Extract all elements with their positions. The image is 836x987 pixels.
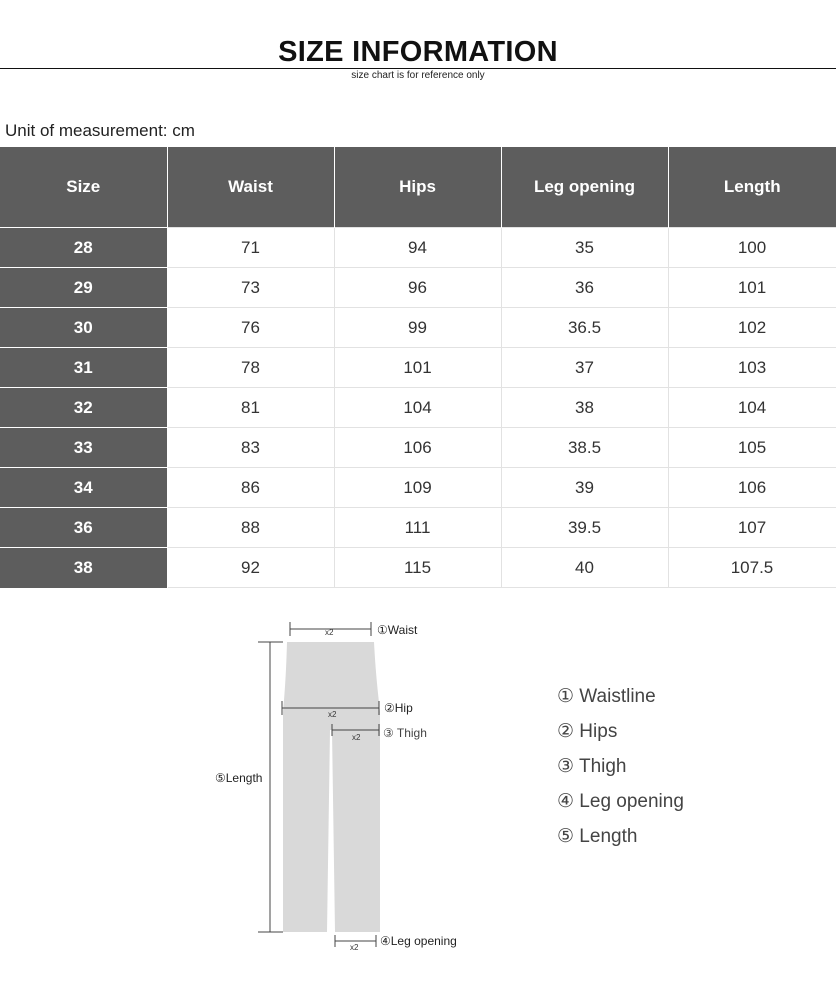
measurement-cell: 111 <box>334 508 501 548</box>
measurement-cell: 40 <box>501 548 668 588</box>
page-subtitle: size chart is for reference only <box>351 70 485 81</box>
size-cell: 32 <box>0 388 167 428</box>
measurement-cell: 107.5 <box>668 548 836 588</box>
size-cell: 28 <box>0 228 167 268</box>
measurement-cell: 38.5 <box>501 428 668 468</box>
table-row <box>0 268 836 308</box>
measurement-cell: 71 <box>167 228 334 268</box>
measurement-cell: 76 <box>167 308 334 348</box>
measurement-cell: 115 <box>334 548 501 588</box>
column-header: Waist <box>167 147 334 228</box>
measurement-cell: 96 <box>334 268 501 308</box>
measurement-cell: 83 <box>167 428 334 468</box>
table-row <box>0 348 836 388</box>
table-row <box>0 428 836 468</box>
measurement-cell: 101 <box>668 268 836 308</box>
measurement-cell: 38 <box>501 388 668 428</box>
column-header: Leg opening <box>501 147 668 228</box>
measurement-cell: 101 <box>334 348 501 388</box>
measurement-cell: 102 <box>668 308 836 348</box>
legend-item: ③ Thigh <box>557 756 627 777</box>
measurement-cell: 107 <box>668 508 836 548</box>
table-header-row <box>0 147 836 228</box>
table-row <box>0 388 836 428</box>
measurement-cell: 100 <box>668 228 836 268</box>
table-body <box>0 228 836 588</box>
waist-x2-label: x2 <box>325 628 334 637</box>
measurement-cell: 109 <box>334 468 501 508</box>
hip-x2-label: x2 <box>328 710 337 719</box>
measurement-cell: 39 <box>501 468 668 508</box>
leg-opening-x2-label: x2 <box>350 943 359 952</box>
measurement-legend <box>557 684 684 859</box>
measurement-cell: 106 <box>668 468 836 508</box>
hip-label: ②Hip <box>384 701 413 715</box>
measurement-cell: 94 <box>334 228 501 268</box>
size-cell: 29 <box>0 268 167 308</box>
legend-item: ① Waistline <box>557 686 656 707</box>
page-title: SIZE INFORMATION <box>278 36 558 68</box>
table-row <box>0 508 836 548</box>
column-header: Hips <box>334 147 501 228</box>
measurement-cell: 36.5 <box>501 308 668 348</box>
waist-label: ①Waist <box>377 623 418 637</box>
measurement-cell: 103 <box>668 348 836 388</box>
measurement-cell: 106 <box>334 428 501 468</box>
leg-opening-label: ④Leg opening <box>380 934 457 948</box>
measurement-cell: 39.5 <box>501 508 668 548</box>
size-cell: 30 <box>0 308 167 348</box>
measurement-cell: 104 <box>334 388 501 428</box>
table-row <box>0 548 836 588</box>
size-cell: 36 <box>0 508 167 548</box>
size-cell: 33 <box>0 428 167 468</box>
legend-item: ⑤ Length <box>557 826 638 847</box>
measurement-cell: 105 <box>668 428 836 468</box>
unit-label: Unit of measurement: cm <box>5 121 195 140</box>
table-row <box>0 468 836 508</box>
measurement-cell: 36 <box>501 268 668 308</box>
thigh-label: ③ Thigh <box>383 726 427 740</box>
table-row <box>0 228 836 268</box>
measurement-cell: 86 <box>167 468 334 508</box>
measurement-cell: 81 <box>167 388 334 428</box>
measurement-cell: 73 <box>167 268 334 308</box>
legend-item: ② Hips <box>557 721 618 742</box>
length-label: ⑤Length <box>215 771 263 785</box>
legend-item: ④ Leg opening <box>557 791 684 812</box>
pants-silhouette <box>283 642 380 932</box>
title-divider <box>0 68 836 69</box>
measurement-cell: 99 <box>334 308 501 348</box>
size-cell: 38 <box>0 548 167 588</box>
thigh-x2-label: x2 <box>352 733 361 742</box>
measurement-cell: 37 <box>501 348 668 388</box>
column-header: Length <box>668 147 836 228</box>
size-cell: 34 <box>0 468 167 508</box>
measurement-cell: 88 <box>167 508 334 548</box>
size-table <box>0 147 836 588</box>
measurement-cell: 78 <box>167 348 334 388</box>
column-header: Size <box>0 147 167 228</box>
measurement-cell: 104 <box>668 388 836 428</box>
measurement-cell: 92 <box>167 548 334 588</box>
pants-diagram <box>0 600 836 987</box>
table-row <box>0 308 836 348</box>
measurement-cell: 35 <box>501 228 668 268</box>
size-cell: 31 <box>0 348 167 388</box>
